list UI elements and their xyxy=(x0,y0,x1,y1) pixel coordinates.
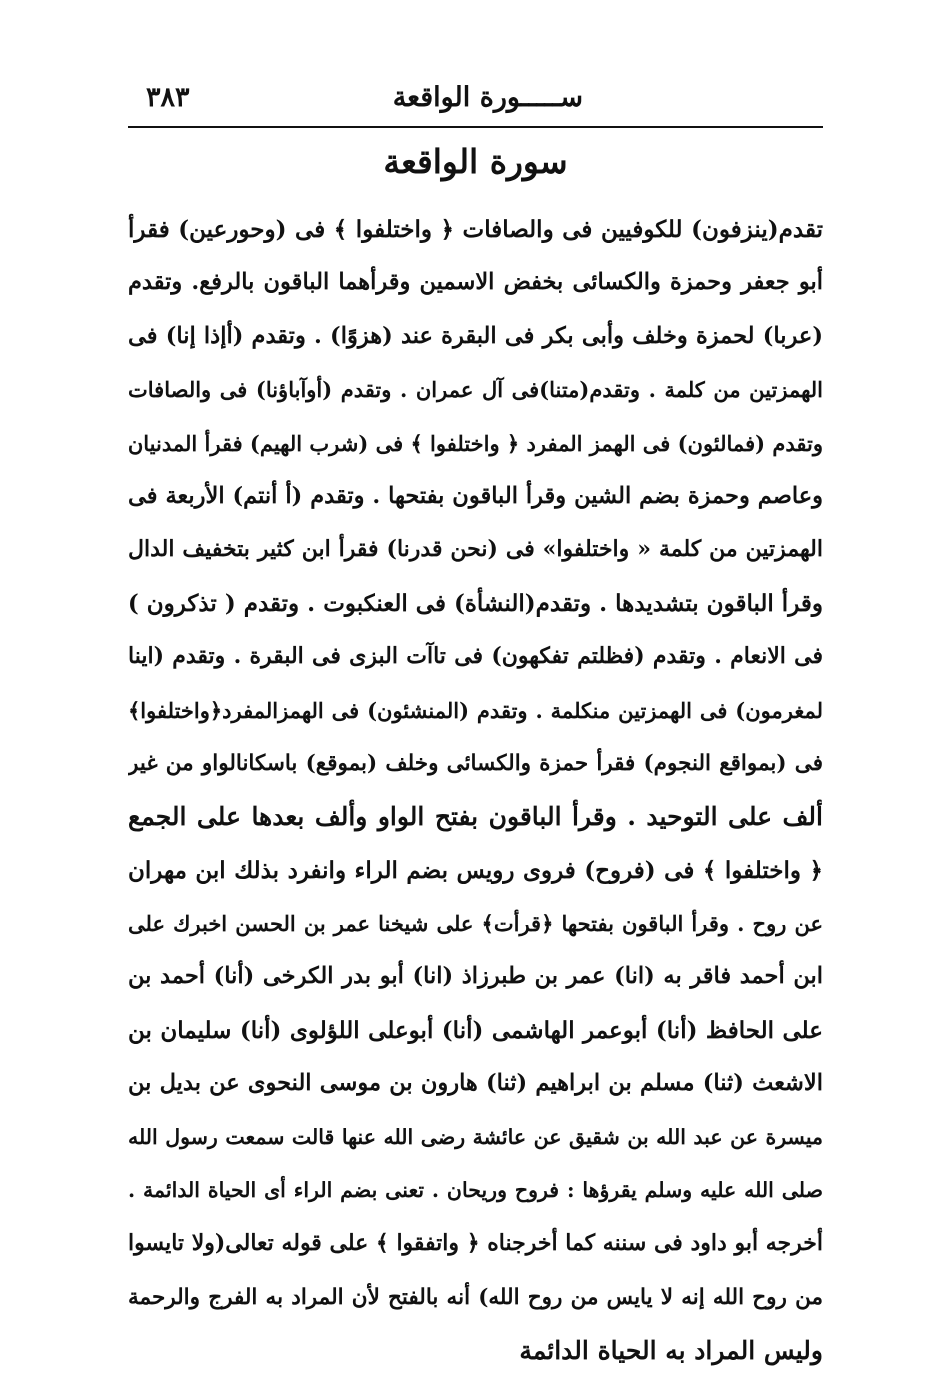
text-line: ألف على التوحيد . وقرأ الباقون بفتح الواو وألف بعدها على الجمع xyxy=(128,802,823,832)
body-text xyxy=(128,203,823,1378)
text-line: لمغرمون) فى الهمزتين منكلمة . وتقدم (المنشئون) فى الهمزالمفرد﴿واختلفوا﴾ xyxy=(128,697,823,723)
text-line: تقدم(ينزفون) للكوفيين فى والصافات ﴿ واختلفوا ﴾ فى (وحورعين) فقرأ xyxy=(128,216,823,243)
text-line: على الحافظ (أنا) أبوعمر الهاشمى (أنا) أبوعلى اللؤلوى (أنا) سليمان بن xyxy=(128,1016,823,1044)
chapter-title: سورة الواقعة xyxy=(383,142,568,181)
text-line: فى (بمواقع النجوم) فقرأ حمزة والكسائى وخلف (بموقع) باسكانالواو من غير xyxy=(128,750,823,776)
page-number: ٣٨٣ xyxy=(146,82,190,113)
text-line: وقرأ الباقون بتشديدها . وتقدم(النشأة) فى العنكبوت . وتقدم ( تذكرون ) xyxy=(128,589,823,617)
text-line: صلى الله عليه وسلم يقرؤها : فروح وريحان . تعنى بضم الراء أى الحياة الدائمة . xyxy=(128,1178,823,1203)
text-line: ﴿ واختلفوا ﴾ فى (فروح) فروى رويس بضم الراء وانفرد بذلك ابن مهران xyxy=(128,856,823,884)
text-line: ابن أحمد فاقر به (انا) عمر بن طبرزاذ (انا) أبو بدر الكرخى (أنا) أحمد بن xyxy=(128,963,823,990)
running-header xyxy=(128,78,823,126)
header-divider xyxy=(128,126,823,128)
text-line: أبو جعفر وحمزة والكسائى بخفض الاسمين وقرأهما الباقون بالرفع. وتقدم xyxy=(128,269,823,296)
text-line: وتقدم (فمالئون) فى الهمز المفرد ﴿ واختلفوا ﴾ فى (شرب الهيم) فقرأ المدنيان xyxy=(128,430,823,456)
text-line: فى الانعام . وتقدم (فظلتم تفكهون) فى تاآت البزى فى البقرة . وتقدم (اينا xyxy=(128,643,823,670)
text-line: الهمزتين من كلمة . وتقدم(متنا)فى آل عمران . وتقدم (أوآباؤنا) فى والصافات xyxy=(128,377,823,403)
text-line: ميسرة عن عبد الله بن شقيق عن عائشة رضى الله عنها قالت سمعت رسول الله xyxy=(128,1124,823,1149)
text-line: وليس المراد به الحياة الدائمة xyxy=(519,1336,823,1366)
text-line: من روح الله إنه لا يايس من روح الله) أنه بالفتح لأن المراد به الفرج والرحمة xyxy=(128,1284,823,1310)
text-line: عن روح . وقرأ الباقون بفتحها ﴿قرأت﴾ على شيخنا عمر بن الحسن اخبرك على xyxy=(128,911,823,937)
text-line: وعاصم وحمزة بضم الشين وقرأ الباقون بفتحها . وتقدم (أ أنتم) الأربعة فى xyxy=(128,482,823,509)
text-line: الهمزتين من كلمة « واختلفوا» فى (نحن قدرنا) فقرأ ابن كثير بتخفيف الدال xyxy=(128,536,823,563)
text-line: أخرجه أبو داود فى سننه كما أخرجناه ﴿ واتفقوا ﴾ على قوله تعالى(ولا تايسوا xyxy=(128,1230,823,1257)
running-header-title: ســـــورة الواقعة xyxy=(392,82,583,113)
text-line: (عربا) لحمزة وخلف وأبى بكر فى البقرة عند (هزوًا) . وتقدم (أإذا إنا) فى xyxy=(128,322,823,349)
text-line: الاشعث (ثنا) مسلم بن ابراهيم (ثنا) هارون بن موسى النحوى عن بديل بن xyxy=(128,1070,823,1097)
